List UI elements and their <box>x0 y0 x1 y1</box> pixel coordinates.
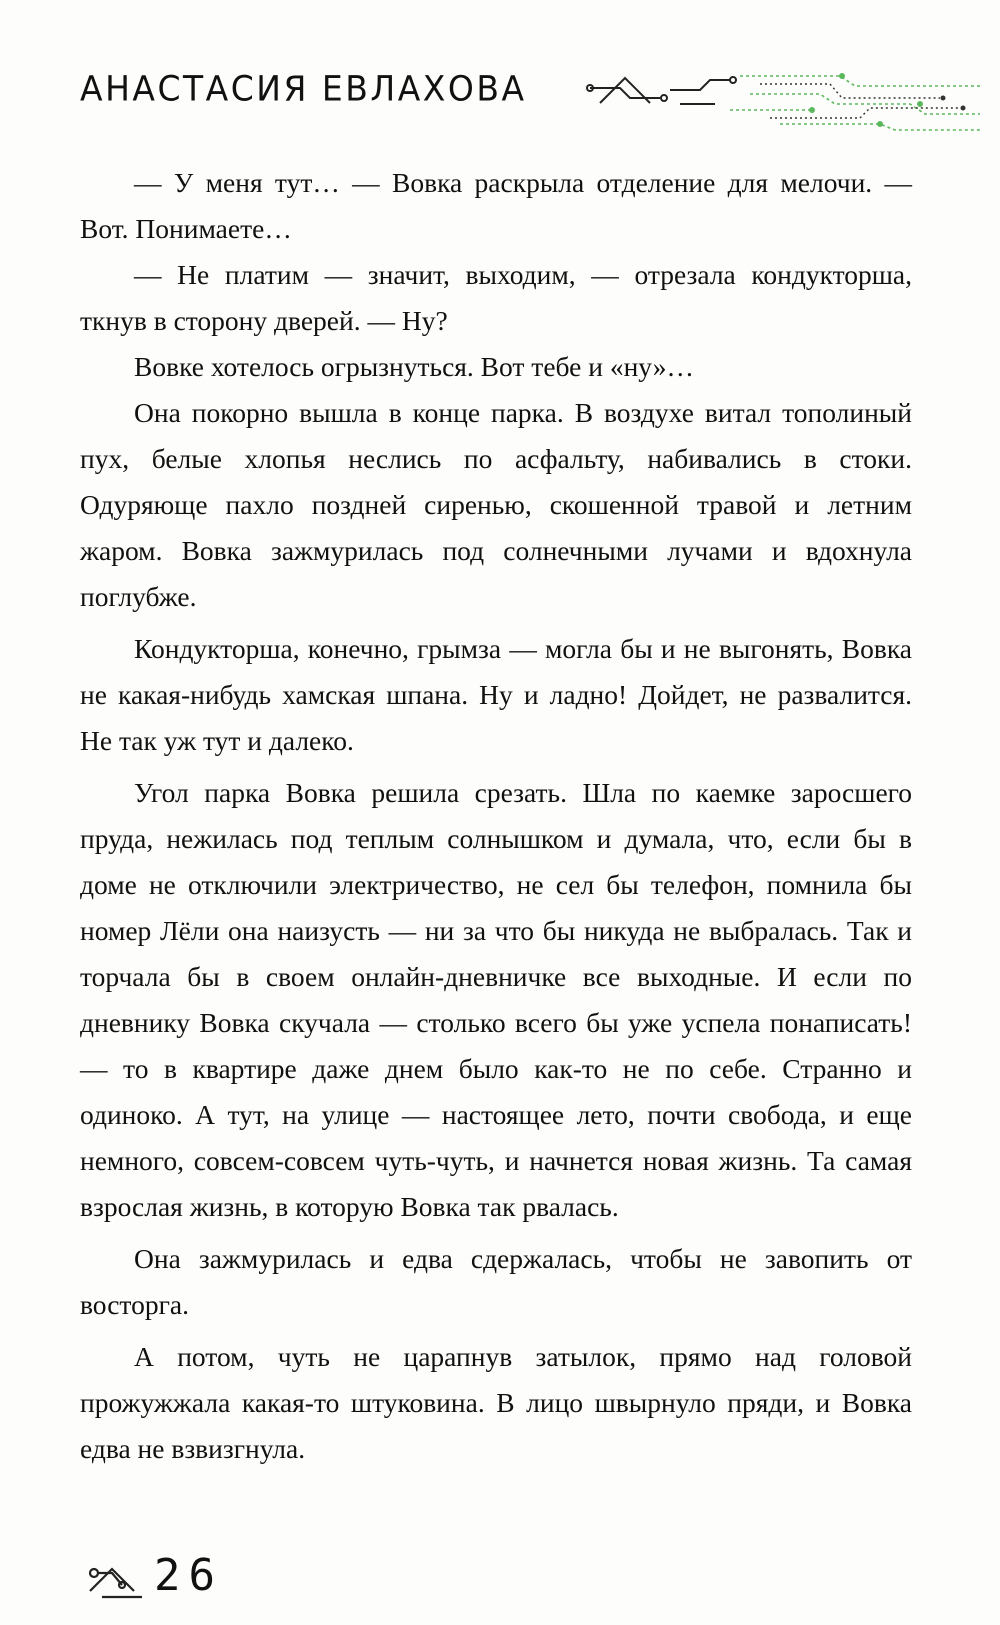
paragraph: Вовке хотелось огрызнуться. Вот тебе и «ну»… <box>134 351 694 382</box>
paragraph: — Не платим — значит, выходим, — отрезала кондукторша, ткнув в сторону дверей. — Ну? <box>80 259 912 336</box>
paragraph: Кондукторша, конечно, грымза — могла бы и не выгонять, Вовка не какая-нибудь хамская шпана. Ну и ладно! Дойдет, не развалится. Не так уж тут и далеко. <box>80 633 912 756</box>
page-body <box>80 160 912 1472</box>
paragraph: — У меня тут… — Вовка раскрыла отделение для мелочи. — Вот. Понимаете… <box>80 167 912 244</box>
author-name: АНАСТАСИЯ ЕВЛАХОВА <box>80 68 527 109</box>
circuit-ornament-icon <box>580 68 990 138</box>
paragraph: А потом, чуть не царапнув затылок, прямо над головой прожужжала какая-то штуковина. В лицо швырнуло пряди, и Вовка едва не взвизгнула. <box>80 1341 912 1464</box>
footer-circuit-icon <box>82 1555 152 1605</box>
paragraph: Она зажмурилась и едва сдержалась, чтобы не завопить от восторга. <box>80 1243 912 1320</box>
running-header <box>80 68 990 138</box>
page-number: 26 <box>154 1550 223 1601</box>
page-footer <box>82 1550 282 1605</box>
paragraph: Она покорно вышла в конце парка. В воздухе витал тополиный пух, белые хлопья неслись по асфальту, набивались в стоки. Одуряюще пахло поздней сиренью, скошенной травой и летним жаром. Вовка зажмурилась под солнечными лучами и вдохнула поглубже. <box>80 397 912 612</box>
paragraph: Угол парка Вовка решила срезать. Шла по каемке заросшего пруда, нежилась под теплым солнышком и думала, что, если бы в доме не отключили электричество, не сел бы телефон, помнила бы номер Лёли она наизусть — ни за что бы никуда не выбралась. Так и торчала бы в своем онлайн-дневничке все выходные. И если по дневнику Вовка скучала — столько всего бы уже успела понаписать! — то в квартире даже днем было как-то не по себе. Странно и одиноко. А тут, на улице — настоящее лето, почти свобода, и еще немного, совсем-совсем чуть-чуть, и начнется новая жизнь. Та самая взрослая жизнь, в которую Вовка так рвалась. <box>80 777 912 1222</box>
